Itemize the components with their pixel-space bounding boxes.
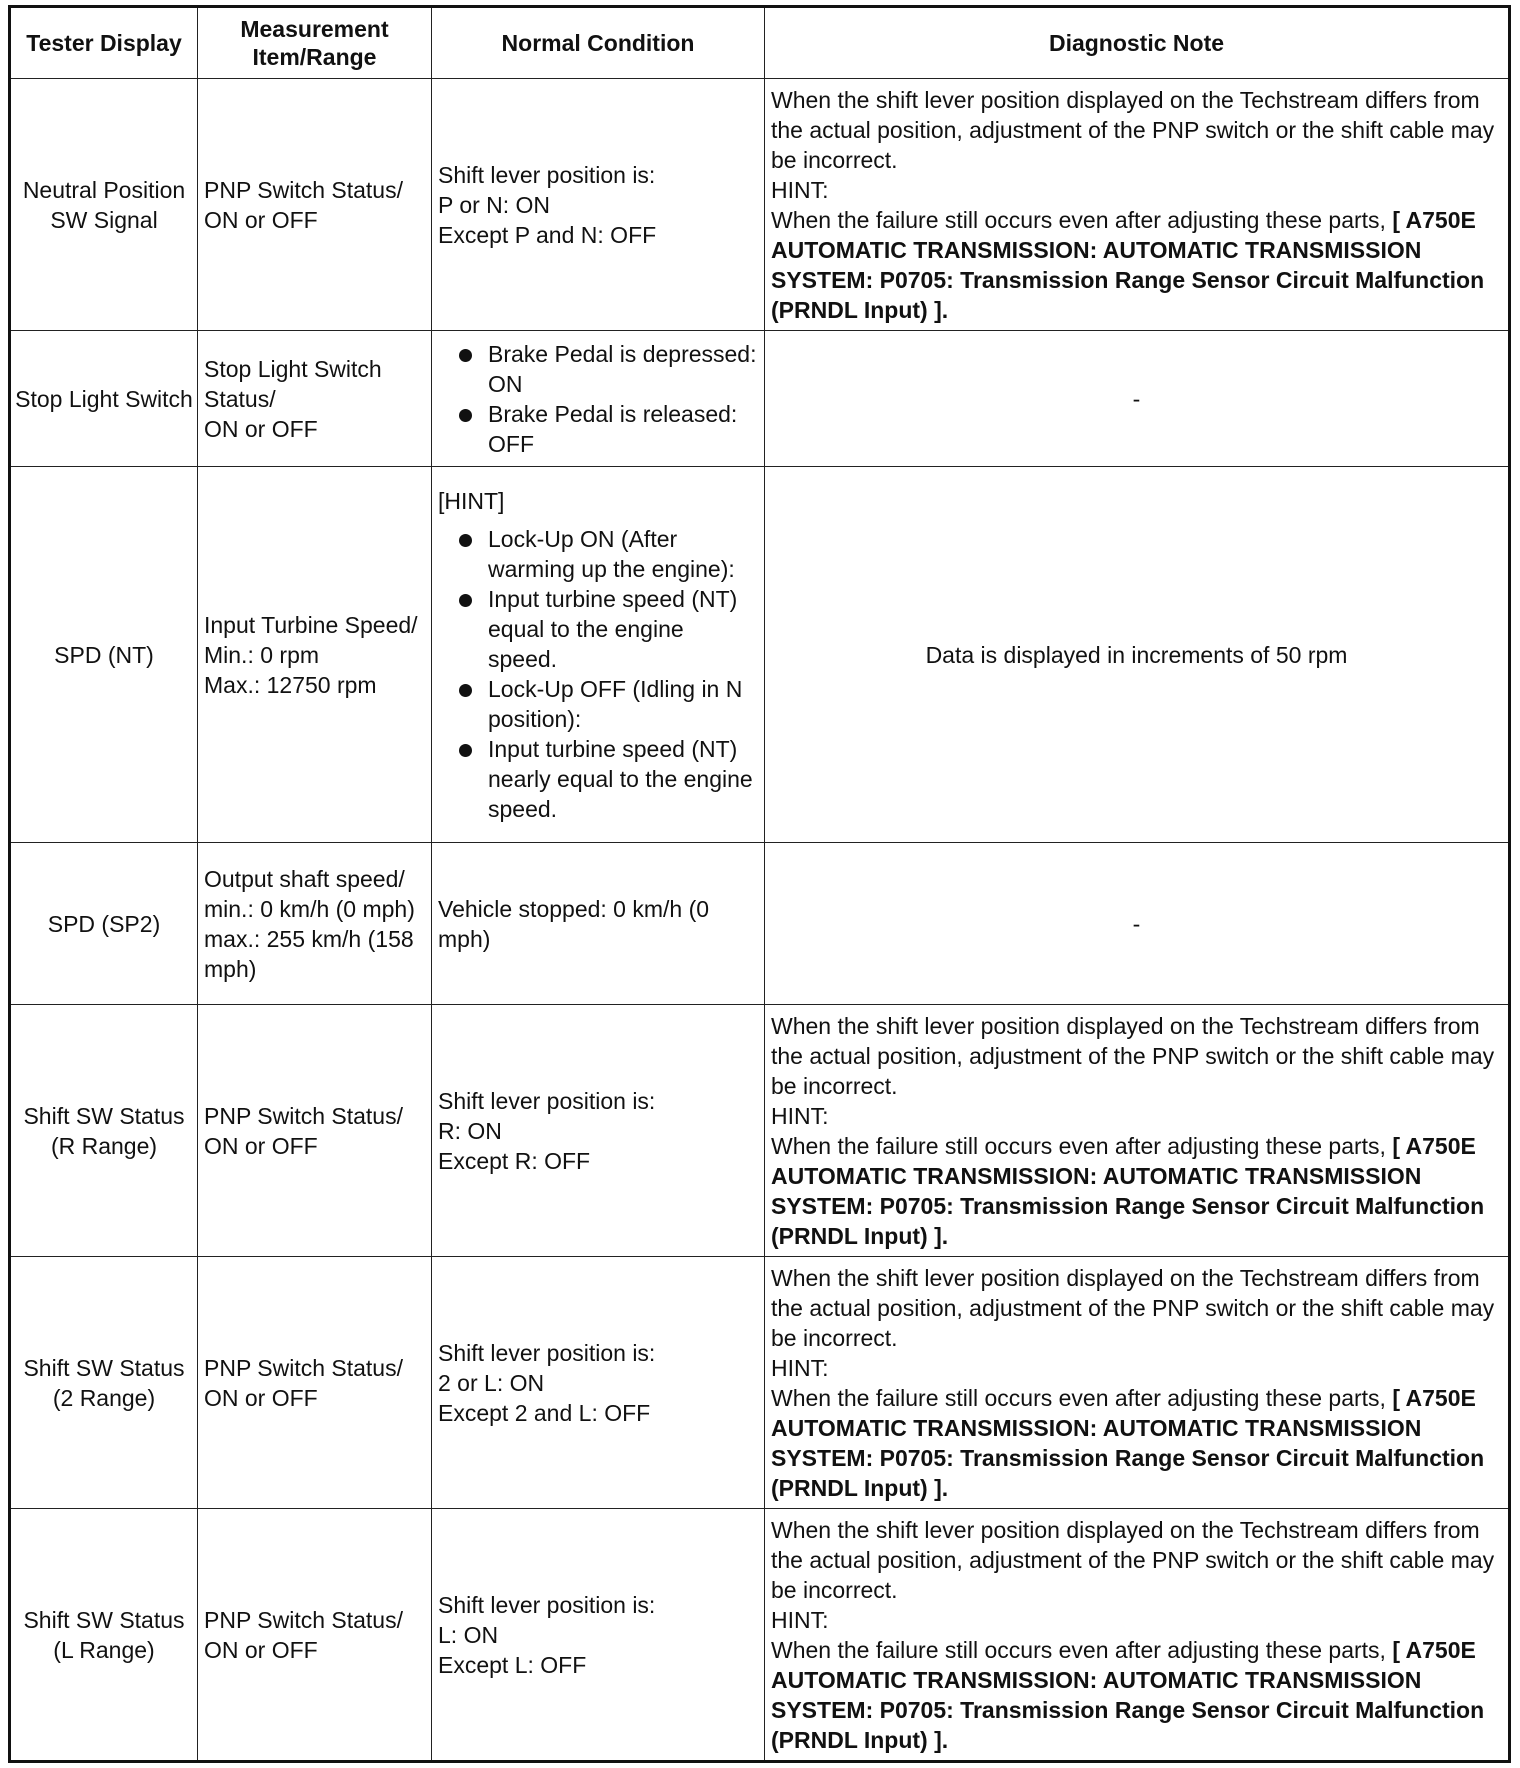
diagnostic-reference-link[interactable]: [ A750E AUTOMATIC TRANSMISSION: AUTOMATIC TRANSMISSION SYSTEM: P0705: Transmission Range Sensor Circuit Malfunction (PRNDL Input) ]. (771, 1132, 1485, 1249)
measurement-cell (198, 1509, 432, 1762)
normal-line: Except R: OFF (438, 1147, 591, 1174)
normal-line: Except P and N: OFF (438, 221, 657, 248)
measurement-line: PNP Switch Status/ (204, 1354, 403, 1381)
measurement-cell (198, 331, 432, 467)
diagnostic-text: When the shift lever position displayed on the Techstream differs from the actual position, adjustment of the PNP switch or the shift cable may be incorrect. (771, 1012, 1495, 1099)
measurement-line: ON or OFF (204, 415, 318, 442)
table-row (10, 1005, 1510, 1257)
normal-bullet-item: Input turbine speed (NT) nearly equal to the engine speed. (438, 734, 758, 824)
normal-line: P or N: ON (438, 191, 551, 218)
normal-bullet-item: Input turbine speed (NT) equal to the engine speed. (438, 584, 758, 674)
diagnostic-text: When the failure still occurs even after adjusting these parts, (771, 1132, 1386, 1159)
diagnostic-hint-label: HINT: (771, 1606, 829, 1633)
diagnostic-text: When the shift lever position displayed on the Techstream differs from the actual position, adjustment of the PNP switch or the shift cable may be incorrect. (771, 1516, 1495, 1603)
normal-bullet-item: Brake Pedal is depressed: ON (438, 339, 758, 399)
normal-bullet-item: Lock-Up ON (After warming up the engine): (438, 524, 758, 584)
diagnostic-text: When the failure still occurs even after adjusting these parts, (771, 1384, 1386, 1411)
diagnostic-reference-link[interactable]: [ A750E AUTOMATIC TRANSMISSION: AUTOMATIC TRANSMISSION SYSTEM: P0705: Transmission Range Sensor Circuit Malfunction (PRNDL Input) ]. (771, 1384, 1485, 1501)
diagnostic-note-cell (765, 79, 1510, 331)
normal-line: Shift lever position is: (438, 161, 656, 188)
normal-bullet-list (438, 524, 758, 824)
normal-bullet-item: Lock-Up OFF (Idling in N position): (438, 674, 758, 734)
diagnostic-note-cell: - (765, 843, 1510, 1005)
normal-condition-cell (432, 843, 765, 1005)
normal-line: Except 2 and L: OFF (438, 1399, 651, 1426)
tester-display-cell: Shift SW Status (R Range) (10, 1005, 198, 1257)
table-row (10, 1509, 1510, 1762)
measurement-cell (198, 1005, 432, 1257)
normal-line: 2 or L: ON (438, 1369, 545, 1396)
diagnostic-hint-label: HINT: (771, 1354, 829, 1381)
measurement-line: min.: 0 km/h (0 mph) (204, 895, 415, 922)
normal-line: R: ON (438, 1117, 502, 1144)
diagnostic-note-cell (765, 1509, 1510, 1762)
diagnostic-hint-label: HINT: (771, 1102, 829, 1129)
diagnostic-note-cell (765, 1005, 1510, 1257)
measurement-line: PNP Switch Status/ (204, 1102, 403, 1129)
header-row (10, 7, 1510, 79)
header-tester-display: Tester Display (10, 7, 198, 79)
diagnostic-text: When the failure still occurs even after adjusting these parts, (771, 206, 1386, 233)
normal-condition-cell (432, 1509, 765, 1762)
tester-display-cell: Stop Light Switch (10, 331, 198, 467)
measurement-line: Stop Light Switch Status/ (204, 355, 382, 412)
measurement-line: ON or OFF (204, 1636, 318, 1663)
normal-condition-cell (432, 79, 765, 331)
measurement-line: Max.: 12750 rpm (204, 671, 377, 698)
normal-line: L: ON (438, 1621, 499, 1648)
tester-display-cell: Shift SW Status (L Range) (10, 1509, 198, 1762)
diagnostic-note-cell (765, 1257, 1510, 1509)
table-row (10, 843, 1510, 1005)
diagnostic-note-cell: Data is displayed in increments of 50 rpm (765, 467, 1510, 843)
measurement-line: ON or OFF (204, 206, 318, 233)
normal-line: Vehicle stopped: 0 km/h (0 mph) (438, 895, 710, 952)
normal-condition-cell (432, 331, 765, 467)
diagnostic-text: When the shift lever position displayed on the Techstream differs from the actual position, adjustment of the PNP switch or the shift cable may be incorrect. (771, 1264, 1495, 1351)
normal-bullet-item: Brake Pedal is released: OFF (438, 399, 758, 459)
normal-condition-cell (432, 1005, 765, 1257)
header-diagnostic-note: Diagnostic Note (765, 7, 1510, 79)
tester-display-cell: SPD (SP2) (10, 843, 198, 1005)
tester-display-cell: Neutral Position SW Signal (10, 79, 198, 331)
data-list-table (8, 5, 1511, 1763)
diagnostic-note-cell: - (765, 331, 1510, 467)
normal-line: Shift lever position is: (438, 1591, 656, 1618)
measurement-line: PNP Switch Status/ (204, 1606, 403, 1633)
measurement-line: Min.: 0 rpm (204, 641, 320, 668)
table-row (10, 331, 1510, 467)
measurement-line: ON or OFF (204, 1384, 318, 1411)
measurement-line: Input Turbine Speed/ (204, 611, 418, 638)
measurement-cell (198, 1257, 432, 1509)
normal-line: Shift lever position is: (438, 1339, 656, 1366)
header-normal-condition: Normal Condition (432, 7, 765, 79)
table-row (10, 1257, 1510, 1509)
measurement-cell (198, 843, 432, 1005)
header-measurement: Measurement Item/Range (198, 7, 432, 79)
table-row (10, 79, 1510, 331)
diagnostic-text: When the failure still occurs even after adjusting these parts, (771, 1636, 1386, 1663)
diagnostic-text: When the shift lever position displayed on the Techstream differs from the actual position, adjustment of the PNP switch or the shift cable may be incorrect. (771, 86, 1495, 173)
normal-line: Shift lever position is: (438, 1087, 656, 1114)
normal-hint-label: [HINT] (438, 487, 505, 514)
diagnostic-reference-link[interactable]: [ A750E AUTOMATIC TRANSMISSION: AUTOMATIC TRANSMISSION SYSTEM: P0705: Transmission Range Sensor Circuit Malfunction (PRNDL Input) ]. (771, 1636, 1485, 1753)
diagnostic-hint-label: HINT: (771, 176, 829, 203)
measurement-line: ON or OFF (204, 1132, 318, 1159)
normal-line: Except L: OFF (438, 1651, 587, 1678)
diagnostic-reference-link[interactable]: [ A750E AUTOMATIC TRANSMISSION: AUTOMATIC TRANSMISSION SYSTEM: P0705: Transmission Range Sensor Circuit Malfunction (PRNDL Input) ]. (771, 206, 1485, 323)
normal-bullet-list (438, 339, 758, 459)
tester-display-cell: SPD (NT) (10, 467, 198, 843)
measurement-cell (198, 467, 432, 843)
measurement-line: PNP Switch Status/ (204, 176, 403, 203)
measurement-cell (198, 79, 432, 331)
measurement-line: Output shaft speed/ (204, 865, 405, 892)
table-row (10, 467, 1510, 843)
normal-condition-cell (432, 467, 765, 843)
tester-display-cell: Shift SW Status (2 Range) (10, 1257, 198, 1509)
measurement-line: max.: 255 km/h (158 mph) (204, 925, 414, 982)
normal-condition-cell (432, 1257, 765, 1509)
